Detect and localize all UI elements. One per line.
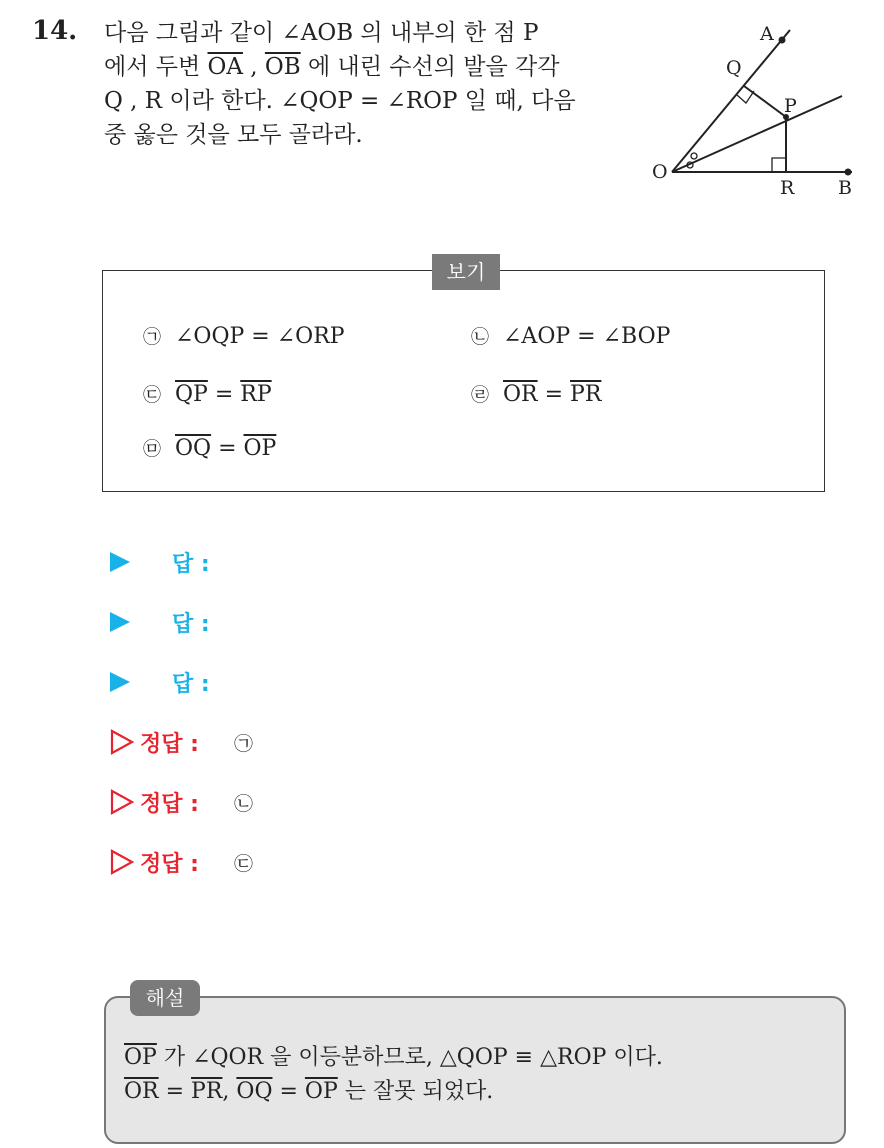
label-r: R — [780, 177, 795, 199]
question-text — [104, 16, 644, 156]
option-4: ㉣ $\overline{OR} = \overline{PR}$ — [471, 382, 602, 407]
option-mark: ㉤ — [143, 439, 161, 460]
option-2: ㉡ ∠AOP = ∠BOP — [471, 324, 671, 349]
correct-label: 정답 : — [140, 732, 199, 757]
bogi-title: 보기 — [432, 254, 500, 290]
correct-label: 정답 : — [140, 852, 199, 877]
bogi-box — [102, 270, 825, 492]
question-line-2: 에서 두변 $\overline{OA}$ , $\overline{OB}$ 에 내린 수선의 발을 각각 — [104, 54, 560, 80]
perpendicular-pq — [744, 86, 786, 117]
ray-op — [672, 96, 842, 172]
correct-value: ㉢ — [234, 853, 254, 875]
right-angle-r — [772, 158, 786, 172]
question-line-3: Q , R 이라 한다. ∠QOP = ∠ROP 일 때, 다음 — [104, 88, 576, 114]
explanation-line-2: $\overline{OR} = \overline{PR}$, $\overline{OQ} = \overline{OP}$ 는 잘못 되었다. — [124, 1079, 494, 1104]
option-5: ㉤ $\overline{OQ} = \overline{OP}$ — [143, 436, 277, 461]
correct-value: ㉡ — [234, 793, 254, 815]
question-line-1: 다음 그림과 같이 ∠AOB 의 내부의 한 점 P — [104, 20, 539, 46]
option-mark: ㉠ — [143, 327, 161, 348]
explanation-title: 해설 — [130, 980, 200, 1016]
outline-triangle-icon — [110, 849, 134, 875]
option-mark: ㉡ — [471, 327, 489, 348]
option-1: ㉠ ∠OQP = ∠ORP — [143, 324, 345, 349]
label-o: O — [652, 161, 668, 183]
option-mark: ㉢ — [143, 385, 161, 406]
label-a: A — [760, 23, 774, 45]
point-a — [779, 37, 786, 44]
correct-value: ㉠ — [234, 733, 254, 755]
label-b: B — [838, 177, 852, 199]
option-mark: ㉣ — [471, 385, 489, 406]
correct-label: 정답 : — [140, 792, 199, 817]
segment-oa: $\overline{OA}$ — [207, 54, 243, 80]
question-line-4: 중 옳은 것을 모두 골라라. — [104, 122, 363, 148]
angle-mark-1 — [691, 153, 697, 159]
option-3: ㉢ $\overline{QP} = \overline{RP}$ — [143, 382, 272, 407]
explanation-line-1: $\overline{OP}$ 가 ∠QOR 을 이등분하므로, △QOP ≡ △ROP 이다. — [124, 1045, 663, 1070]
outline-triangle-icon — [110, 729, 134, 755]
play-triangle-icon — [110, 612, 130, 632]
answer-label: 답 : — [172, 612, 210, 637]
play-triangle-icon — [110, 552, 130, 572]
question-number: 14. — [32, 16, 78, 46]
geometry-figure — [640, 16, 870, 201]
point-b — [845, 169, 852, 176]
label-q: Q — [726, 57, 742, 79]
label-p: P — [784, 95, 797, 117]
segment-ob: $\overline{OB}$ — [264, 54, 301, 80]
outline-triangle-icon — [110, 789, 134, 815]
answer-label: 답 : — [172, 552, 210, 577]
right-angle-q — [737, 91, 754, 103]
play-triangle-icon — [110, 672, 130, 692]
ray-oa — [672, 30, 790, 172]
answer-label: 답 : — [172, 672, 210, 697]
